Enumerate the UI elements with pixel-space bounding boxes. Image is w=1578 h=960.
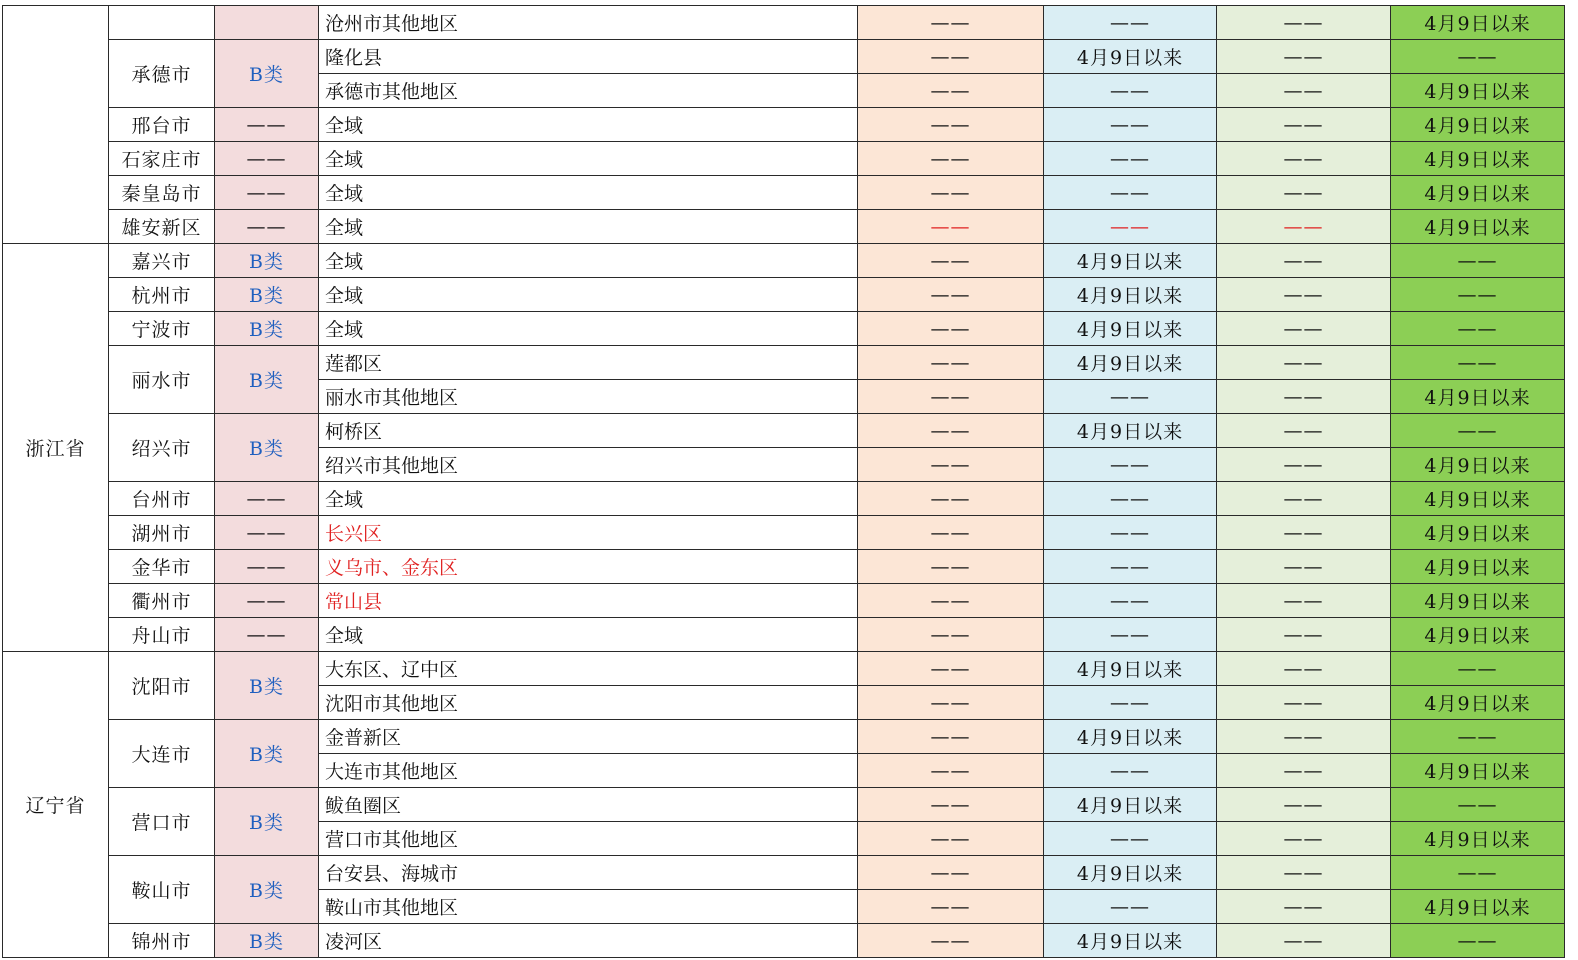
column-6-cell: 4月9日以来 <box>1044 414 1217 448</box>
risk-class-cell: B类 <box>215 312 319 346</box>
area-cell: 全域 <box>319 210 858 244</box>
risk-class-cell <box>215 6 319 40</box>
column-5-cell: —— <box>858 244 1044 278</box>
column-6-cell: —— <box>1044 516 1217 550</box>
area-cell: 营口市其他地区 <box>319 822 858 856</box>
risk-class-cell: B类 <box>215 244 319 278</box>
risk-class-cell: —— <box>215 584 319 618</box>
province-cell <box>3 6 109 244</box>
column-6-cell: 4月9日以来 <box>1044 278 1217 312</box>
column-6-cell: 4月9日以来 <box>1044 40 1217 74</box>
table-row <box>3 244 1565 278</box>
column-5-cell: —— <box>858 550 1044 584</box>
area-cell: 柯桥区 <box>319 414 858 448</box>
column-5-cell: —— <box>858 482 1044 516</box>
column-7-cell: —— <box>1217 924 1391 958</box>
column-6-cell: 4月9日以来 <box>1044 856 1217 890</box>
column-5-cell: —— <box>858 686 1044 720</box>
column-8-cell: 4月9日以来 <box>1391 176 1565 210</box>
column-6-cell: —— <box>1044 6 1217 40</box>
area-cell: 全域 <box>319 108 858 142</box>
area-cell: 全域 <box>319 278 858 312</box>
column-5-cell: —— <box>858 516 1044 550</box>
column-6-cell: —— <box>1044 584 1217 618</box>
column-7-cell: —— <box>1217 618 1391 652</box>
area-cell: 绍兴市其他地区 <box>319 448 858 482</box>
risk-class-cell: —— <box>215 618 319 652</box>
city-cell: 绍兴市 <box>109 414 215 482</box>
area-cell: 长兴区 <box>319 516 858 550</box>
column-6-cell: —— <box>1044 618 1217 652</box>
column-8-cell: —— <box>1391 40 1565 74</box>
area-cell: 承德市其他地区 <box>319 74 858 108</box>
column-6-cell: 4月9日以来 <box>1044 346 1217 380</box>
table-row <box>3 584 1565 618</box>
risk-class-cell: —— <box>215 210 319 244</box>
area-cell: 凌河区 <box>319 924 858 958</box>
risk-class-cell: —— <box>215 176 319 210</box>
column-6-cell: —— <box>1044 210 1217 244</box>
column-7-cell: —— <box>1217 754 1391 788</box>
risk-class-cell: —— <box>215 108 319 142</box>
column-7-cell: —— <box>1217 652 1391 686</box>
table-row <box>3 142 1565 176</box>
area-cell: 金普新区 <box>319 720 858 754</box>
column-5-cell: —— <box>858 448 1044 482</box>
column-8-cell: 4月9日以来 <box>1391 754 1565 788</box>
risk-class-cell: B类 <box>215 720 319 788</box>
table-row <box>3 788 1565 822</box>
city-cell: 丽水市 <box>109 346 215 414</box>
column-6-cell: 4月9日以来 <box>1044 720 1217 754</box>
column-6-cell: 4月9日以来 <box>1044 788 1217 822</box>
risk-class-cell: —— <box>215 482 319 516</box>
table-row <box>3 924 1565 958</box>
city-cell: 邢台市 <box>109 108 215 142</box>
city-cell: 承德市 <box>109 40 215 108</box>
column-5-cell: —— <box>858 652 1044 686</box>
table-row <box>3 618 1565 652</box>
column-7-cell: —— <box>1217 312 1391 346</box>
column-6-cell: —— <box>1044 890 1217 924</box>
column-7-cell: —— <box>1217 346 1391 380</box>
column-5-cell: —— <box>858 346 1044 380</box>
area-cell: 丽水市其他地区 <box>319 380 858 414</box>
column-8-cell: —— <box>1391 856 1565 890</box>
column-6-cell: —— <box>1044 686 1217 720</box>
column-8-cell: 4月9日以来 <box>1391 516 1565 550</box>
area-cell: 沈阳市其他地区 <box>319 686 858 720</box>
city-cell <box>109 6 215 40</box>
column-5-cell: —— <box>858 142 1044 176</box>
risk-class-cell: —— <box>215 142 319 176</box>
column-8-cell: —— <box>1391 346 1565 380</box>
column-5-cell: —— <box>858 618 1044 652</box>
column-8-cell: 4月9日以来 <box>1391 448 1565 482</box>
column-5-cell: —— <box>858 584 1044 618</box>
column-8-cell: 4月9日以来 <box>1391 822 1565 856</box>
column-8-cell: —— <box>1391 278 1565 312</box>
column-8-cell: 4月9日以来 <box>1391 482 1565 516</box>
city-cell: 湖州市 <box>109 516 215 550</box>
column-5-cell: —— <box>858 74 1044 108</box>
city-cell: 舟山市 <box>109 618 215 652</box>
column-5-cell: —— <box>858 720 1044 754</box>
column-8-cell: —— <box>1391 720 1565 754</box>
risk-class-cell: B类 <box>215 924 319 958</box>
city-cell: 营口市 <box>109 788 215 856</box>
column-8-cell: 4月9日以来 <box>1391 380 1565 414</box>
column-8-cell: —— <box>1391 788 1565 822</box>
column-6-cell: 4月9日以来 <box>1044 312 1217 346</box>
column-8-cell: —— <box>1391 244 1565 278</box>
column-7-cell: —— <box>1217 108 1391 142</box>
province-cell: 辽宁省 <box>3 652 109 958</box>
table-row <box>3 482 1565 516</box>
risk-class-cell: B类 <box>215 278 319 312</box>
column-6-cell: —— <box>1044 550 1217 584</box>
area-cell: 鲅鱼圈区 <box>319 788 858 822</box>
column-8-cell: —— <box>1391 652 1565 686</box>
column-7-cell: —— <box>1217 720 1391 754</box>
column-6-cell: 4月9日以来 <box>1044 244 1217 278</box>
column-7-cell: —— <box>1217 380 1391 414</box>
table-row <box>3 210 1565 244</box>
column-7-cell: —— <box>1217 788 1391 822</box>
column-5-cell: —— <box>858 312 1044 346</box>
column-6-cell: —— <box>1044 448 1217 482</box>
area-cell: 全域 <box>319 312 858 346</box>
column-5-cell: —— <box>858 40 1044 74</box>
table-row <box>3 652 1565 686</box>
column-7-cell: —— <box>1217 142 1391 176</box>
column-7-cell: —— <box>1217 482 1391 516</box>
column-7-cell: —— <box>1217 584 1391 618</box>
risk-class-cell: —— <box>215 516 319 550</box>
risk-class-cell: B类 <box>215 414 319 482</box>
column-5-cell: —— <box>858 754 1044 788</box>
column-5-cell: —— <box>858 278 1044 312</box>
city-cell: 台州市 <box>109 482 215 516</box>
column-8-cell: 4月9日以来 <box>1391 890 1565 924</box>
column-7-cell: —— <box>1217 414 1391 448</box>
table-row <box>3 40 1565 74</box>
table-row <box>3 414 1565 448</box>
area-cell: 全域 <box>319 618 858 652</box>
area-cell: 鞍山市其他地区 <box>319 890 858 924</box>
column-7-cell: —— <box>1217 176 1391 210</box>
city-cell: 杭州市 <box>109 278 215 312</box>
province-cell: 浙江省 <box>3 244 109 652</box>
column-7-cell: —— <box>1217 6 1391 40</box>
table-row <box>3 856 1565 890</box>
risk-area-table <box>2 5 1565 958</box>
risk-class-cell: B类 <box>215 788 319 856</box>
table-row <box>3 176 1565 210</box>
risk-class-cell: —— <box>215 550 319 584</box>
column-5-cell: —— <box>858 176 1044 210</box>
column-7-cell: —— <box>1217 822 1391 856</box>
column-8-cell: 4月9日以来 <box>1391 74 1565 108</box>
column-7-cell: —— <box>1217 210 1391 244</box>
column-5-cell: —— <box>858 380 1044 414</box>
area-cell: 台安县、海城市 <box>319 856 858 890</box>
column-7-cell: —— <box>1217 516 1391 550</box>
column-7-cell: —— <box>1217 278 1391 312</box>
column-6-cell: —— <box>1044 108 1217 142</box>
column-7-cell: —— <box>1217 890 1391 924</box>
column-5-cell: —— <box>858 890 1044 924</box>
area-cell: 全域 <box>319 482 858 516</box>
table-row <box>3 6 1565 40</box>
column-8-cell: —— <box>1391 312 1565 346</box>
column-5-cell: —— <box>858 788 1044 822</box>
area-cell: 义乌市、金东区 <box>319 550 858 584</box>
risk-class-cell: B类 <box>215 652 319 720</box>
area-cell: 全域 <box>319 244 858 278</box>
risk-class-cell: B类 <box>215 856 319 924</box>
city-cell: 宁波市 <box>109 312 215 346</box>
column-6-cell: —— <box>1044 754 1217 788</box>
column-8-cell: 4月9日以来 <box>1391 210 1565 244</box>
column-5-cell: —— <box>858 924 1044 958</box>
column-8-cell: 4月9日以来 <box>1391 6 1565 40</box>
city-cell: 石家庄市 <box>109 142 215 176</box>
column-6-cell: —— <box>1044 380 1217 414</box>
column-8-cell: 4月9日以来 <box>1391 142 1565 176</box>
column-5-cell: —— <box>858 210 1044 244</box>
column-7-cell: —— <box>1217 550 1391 584</box>
table-row <box>3 108 1565 142</box>
area-cell: 常山县 <box>319 584 858 618</box>
column-7-cell: —— <box>1217 856 1391 890</box>
area-cell: 大东区、辽中区 <box>319 652 858 686</box>
area-cell: 全域 <box>319 176 858 210</box>
city-cell: 嘉兴市 <box>109 244 215 278</box>
column-6-cell: —— <box>1044 176 1217 210</box>
city-cell: 金华市 <box>109 550 215 584</box>
city-cell: 衢州市 <box>109 584 215 618</box>
table-row <box>3 312 1565 346</box>
area-cell: 莲都区 <box>319 346 858 380</box>
city-cell: 沈阳市 <box>109 652 215 720</box>
column-5-cell: —— <box>858 414 1044 448</box>
column-7-cell: —— <box>1217 40 1391 74</box>
area-cell: 沧州市其他地区 <box>319 6 858 40</box>
table-row <box>3 550 1565 584</box>
column-8-cell: 4月9日以来 <box>1391 584 1565 618</box>
risk-class-cell: B类 <box>215 40 319 108</box>
column-8-cell: 4月9日以来 <box>1391 618 1565 652</box>
column-6-cell: —— <box>1044 822 1217 856</box>
table-row <box>3 720 1565 754</box>
column-7-cell: —— <box>1217 244 1391 278</box>
column-7-cell: —— <box>1217 448 1391 482</box>
city-cell: 锦州市 <box>109 924 215 958</box>
area-cell: 大连市其他地区 <box>319 754 858 788</box>
column-5-cell: —— <box>858 822 1044 856</box>
risk-class-cell: B类 <box>215 346 319 414</box>
column-5-cell: —— <box>858 856 1044 890</box>
city-cell: 雄安新区 <box>109 210 215 244</box>
column-8-cell: 4月9日以来 <box>1391 108 1565 142</box>
column-6-cell: —— <box>1044 142 1217 176</box>
city-cell: 大连市 <box>109 720 215 788</box>
area-cell: 隆化县 <box>319 40 858 74</box>
column-6-cell: 4月9日以来 <box>1044 924 1217 958</box>
column-5-cell: —— <box>858 6 1044 40</box>
column-8-cell: 4月9日以来 <box>1391 550 1565 584</box>
city-cell: 鞍山市 <box>109 856 215 924</box>
table-body <box>3 6 1565 958</box>
table-row <box>3 278 1565 312</box>
table-row <box>3 516 1565 550</box>
column-8-cell: —— <box>1391 414 1565 448</box>
column-7-cell: —— <box>1217 74 1391 108</box>
column-5-cell: —— <box>858 108 1044 142</box>
column-6-cell: —— <box>1044 74 1217 108</box>
column-6-cell: —— <box>1044 482 1217 516</box>
column-7-cell: —— <box>1217 686 1391 720</box>
area-cell: 全域 <box>319 142 858 176</box>
column-8-cell: —— <box>1391 924 1565 958</box>
column-8-cell: 4月9日以来 <box>1391 686 1565 720</box>
column-6-cell: 4月9日以来 <box>1044 652 1217 686</box>
table-row <box>3 346 1565 380</box>
city-cell: 秦皇岛市 <box>109 176 215 210</box>
